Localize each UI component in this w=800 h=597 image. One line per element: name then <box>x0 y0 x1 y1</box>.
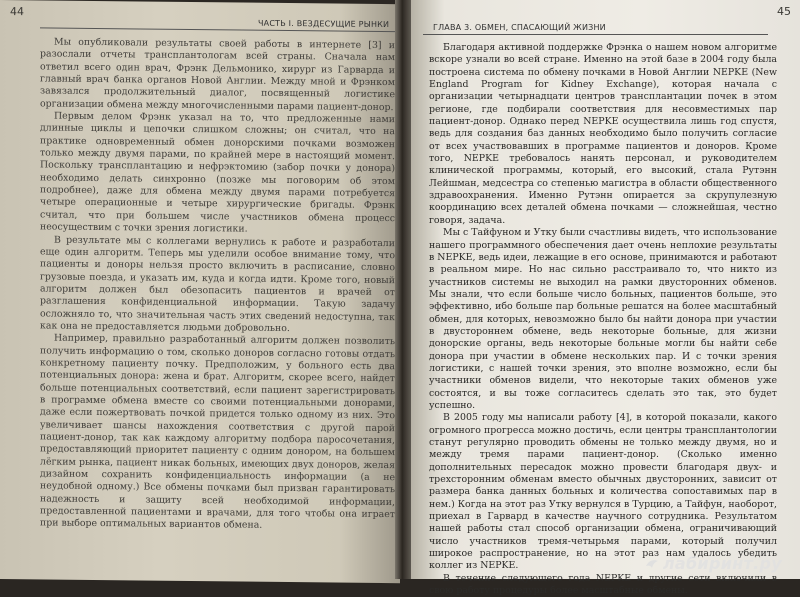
paragraph: В результате мы с коллегами вернулись к работе и разработали еще один алгоритм. Теперь мы уделили особое внимание тому, что пациенты и доноры нельзя просто включить в расписание, словно грузовые поезда, и указать им, куда и когда идти. Кроме того, новый алгоритм должен был обезопасить пациентов и врачей от разглашения конфиденциальной информации. Такую задачу осложняло то, что значительная часть этих сведений недоступна, так как она не предоставляется людьми добровольно. <box>40 234 395 334</box>
header-rule-right <box>423 34 768 35</box>
running-head-right: ГЛАВА 3. ОБМЕН, СПАСАЮЩИЙ ЖИЗНИ <box>433 23 606 32</box>
left-page <box>0 0 400 583</box>
book-gutter <box>395 0 411 579</box>
right-page <box>405 0 800 597</box>
left-body-text <box>40 36 395 580</box>
right-body-text <box>429 42 777 597</box>
watermark <box>645 554 782 573</box>
bird-logo-icon <box>645 557 659 571</box>
page-number-left: 44 <box>10 5 24 19</box>
page-number-right: 45 <box>777 5 791 18</box>
paragraph: Первым делом Фрэнк указал на то, что предложенные нами длинные циклы и цепочки слишком сложны; он считал, что на практике одновременный обмен донорскими почками возможен только между двумя парами, по крайней мере в настоящий момент. Поскольку трансплантацию и нефрэктомию (забор почки у донора) необходимо делать синхронно (позже мы поговорим об этом подробнее), даже для обмена между двумя парами потребуется четыре операционные и четыре хирургические бригады. Фрэнк считал, что при большем числе участников обмена процесс неосуществим с точки зрения логистики. <box>40 110 395 235</box>
paragraph: В 2005 году мы написали работу [4], в которой показали, какого огромного прогресса можно достичь, если центры трансплантологии станут регулярно проводить обмены не только между двумя, но и между тремя парами пациент-донор. (Сколько именно дополнительных пересадок можно провести благодаря двух- и трехсторонним обменам вместо обычных двусторонних, зависит от размера банка данных больных и количества сопоставимых пар в нем.) Когда на этот раз Утку вернулся в Турцию, а Тайфун, наоборот, приехал в Гарвард в качестве научного сотрудника. Результатом нашей работы стал способ организации обмена, ограничивающий число участников тремя-четырьмя парами, который получил широкое распространение, но на этот раз нам удалось убедить коллег из NEPKE. <box>429 412 777 572</box>
paragraph: Например, правильно разработанный алгоритм должен позволить получить информацию о том, сколько доноров согласно готовы отдать конкретному пациенту почку. Предположим, у больного есть два потенциальных донора: жена и брат. Алгоритм, скорее всего, найдет больше потенциальных соответствий, если пациент зарегистрировать в программе обмена вместе со своими потенциальными донорами, даже если пожертвовать почкой придется только одному из них. Это увеличивает шансы нахождения соответствия с другой парой пациент-донор, так как каждому алгоритму подбора паросочетания, предоставляющий приоритет пациенту с одним донором, на большем лёгким рынка, пациент никак больных, имеющих двух доноров, желая дизайном сохранить конфиденциальность информации (а не неудобной одному.) Все обмены почками был призван гарантировать надежность и защиту всей необходимой информации, предоставленной пациентами и врачами, для того чтобы она играет при выборе оптимальных вариантов обмена. <box>40 332 395 532</box>
paragraph: Мы опубликовали результаты своей работы в интернете [3] и разослали отчеты трансплантологам всей страны. Сначала нам ответил всего один врач, Фрэнк Дельмонико, хирург из Гарварда и главный врач банка органов Новой Англии. Между мной и Фрэнком завязался продолжительный диалог, посвященный логистике организации обмена между многочисленными парами пациент-донор. <box>40 36 395 113</box>
paragraph: Мы с Тайфуном и Утку были счастливы видеть, что использование нашего программного обеспечения дает очень неплохие результаты в NEPKE, ведь идеи, лежащие в его основе, принимаются и работают в реальном мире. Но нас сильно расстраивало то, что никто из участников системы не выходил на рамки двусторонних обменов. Мы знали, что если больше число больных, пациентов больше, это эффективно, ибо больше пар больные решатся на более масштабный обмен, для которых, невозможно было бы найти донора при участии в двустороннем обмене, ведь некоторые больные, для жизни донорские органы, ведь некоторые больные могли бы найти себе донора при участии в обмене нескольких пар. И с точки зрения логистики, с нашей точки зрения, это вполне возможно, если бы участники обменов видели, что некоторые таких обменов уже состоятся, и вы тоже согласитесь сделать это так, это будет успешно. <box>429 227 777 411</box>
running-head-left: ЧАСТЬ I. ВЕЗДЕСУЩИЕ РЫНКИ <box>258 18 390 30</box>
paragraph: В течение следующего года NEPKE и другие сети включили в свою работу процедуры более масштабные обмены. <box>429 572 777 597</box>
watermark-text: лабиринт.ру <box>662 554 782 573</box>
paragraph: Благодаря активной поддержке Фрэнка о нашем новом алгоритме вскоре узнали во всей стране. Именно на этой базе в 2004 году была построена система по обмену почками в Новой Англии NEPKE (New England Program for Kidney Exchange), которая начала с организации четырнадцати центров трансплантации почек в этом регионе, где подбирали соответствия для несовместимых пар пациент-донор. Однако перед NEPKE осуществила лишь год спустя, ведь для создания баз данных необходимо было получить согласие от всех участвовавших в программе пациентов и доноров. Кроме того, NEPKE требовалось нанять персонал, и руководителем клинической программы, который, его высокий, стала Рутэнн Лейшман, медсестра со степенью магистра в области общественного здравоохранения. Именно Рутэнн опирается за скрупулезную координацию всех деталей обмена почками — сложнейшая, честно говоря, задача. <box>429 42 777 226</box>
